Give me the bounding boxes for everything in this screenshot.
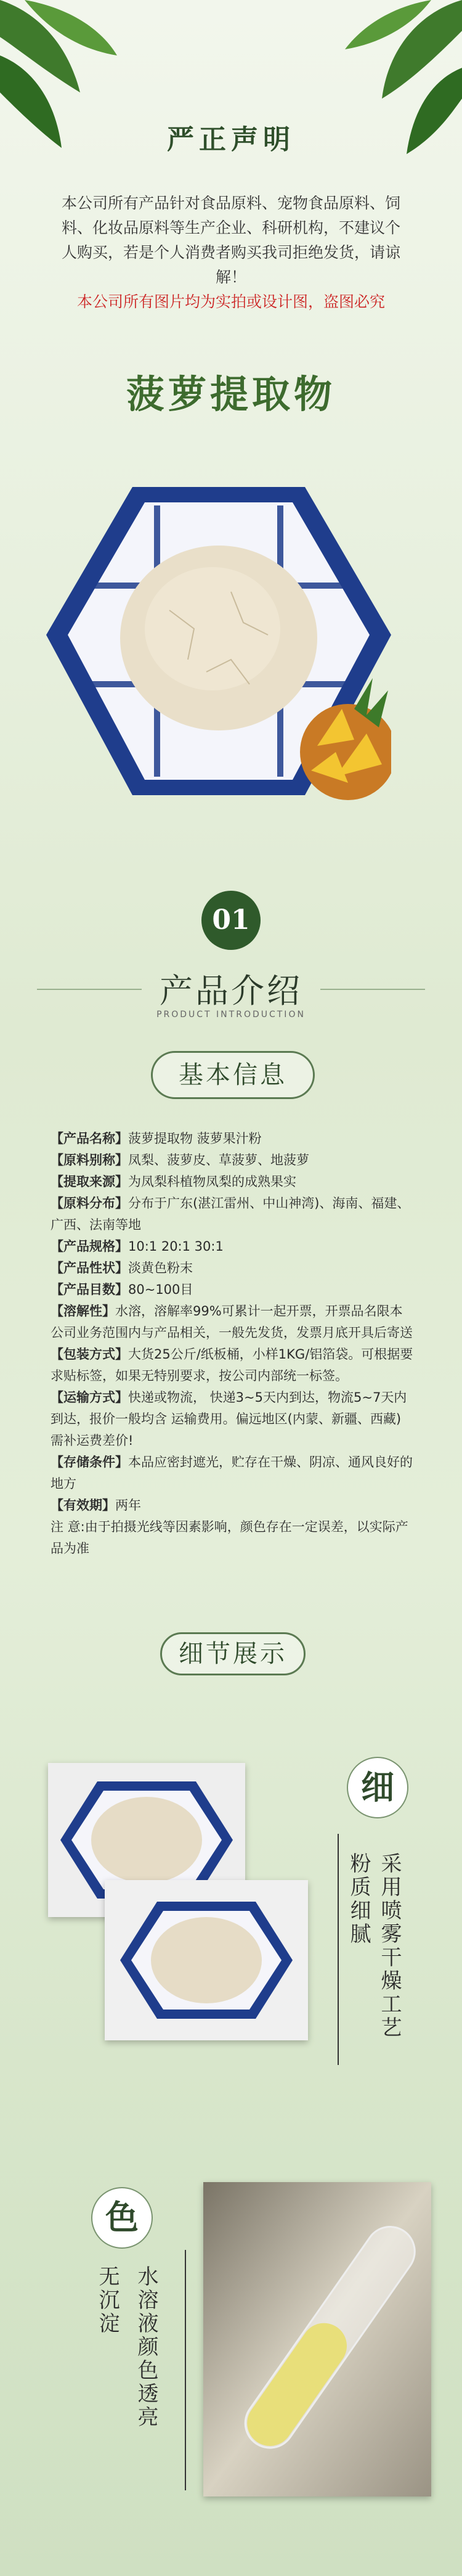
color-text-line1: 水溶液颜色透亮 [134, 2265, 158, 2429]
info-note: 注 意:由于拍摄光线等因素影响，颜色存在一定误差，以实际产品为准 [51, 1519, 408, 1556]
info-value: 分布于广东(湛江雷州、中山神湾)、海南、福建、广西、法南等地 [51, 1196, 410, 1232]
declaration-title: 严正声明 [167, 124, 295, 155]
info-value: 凤梨、菠萝皮、草菠萝、地菠萝 [128, 1153, 309, 1167]
declaration-notice [59, 191, 403, 314]
info-key: 【包装方式】 [51, 1347, 128, 1362]
info-value: 快递或物流， 快递3~5天内到达，物流5~7天内到达，报价一般均含 运输费用。偏远地区(内蒙、新疆、西藏)需补运费差价! [51, 1390, 407, 1448]
info-key: 【产品性状】 [51, 1261, 128, 1275]
info-key: 【产品目数】 [51, 1282, 128, 1297]
info-row [51, 1279, 414, 1301]
info-value: 水溶，溶解率99%可累计一起开票，开票品名限本公司业务范围内与产品相关，一般先发货，发票月底开具后寄送 [51, 1304, 413, 1340]
info-row [51, 1128, 414, 1150]
info-value: 80~100目 [128, 1282, 193, 1297]
color-divider [185, 2250, 186, 2490]
basic-info-list [51, 1128, 414, 1560]
info-key: 【存储条件】 [51, 1455, 128, 1470]
info-row [51, 1387, 414, 1452]
detail-photo-powder-2 [105, 1880, 308, 2040]
info-value: 两年 [115, 1498, 141, 1513]
product-hero-image [46, 487, 391, 808]
info-key: 【原料别称】 [51, 1153, 128, 1167]
info-row [51, 1301, 414, 1344]
info-key: 【产品规格】 [51, 1239, 128, 1254]
info-row [51, 1236, 414, 1257]
info-key: 【原料分布】 [51, 1196, 128, 1211]
declaration-warning: 本公司所有图片均为实拍或设计图，盗图必究 [76, 293, 385, 311]
info-key: 【有效期】 [51, 1498, 115, 1513]
color-text-line2: 无沉淀 [95, 2265, 120, 2336]
info-value: 为凤梨科植物凤梨的成熟果实 [128, 1174, 296, 1189]
info-row [51, 1495, 414, 1516]
fine-text-line2: 粉质细腻 [346, 1852, 371, 1946]
section-title: 产品介绍 [160, 971, 302, 1010]
info-key: 【产品名称】 [51, 1131, 128, 1146]
info-value: 本品应密封遮光，贮存在干燥、阴凉、通风良好的地方 [51, 1455, 413, 1491]
details-label: 细节展示 [160, 1632, 306, 1675]
fine-divider [338, 1834, 339, 2065]
info-value: 菠萝提取物 菠萝果汁粉 [128, 1131, 262, 1146]
info-row [51, 1171, 414, 1193]
fine-circle-badge: 细 [347, 1757, 408, 1818]
product-title: 菠萝提取物 [126, 372, 336, 417]
info-key: 【溶解性】 [51, 1304, 115, 1319]
info-key: 【运输方式】 [51, 1390, 128, 1405]
info-value: 10:1 20:1 30:1 [128, 1239, 224, 1254]
info-value: 大货25公斤/纸板桶，小样1KG/铝箔袋。可根据要求贴标签，如果无特别要求，按公司内部统一标签。 [51, 1347, 413, 1383]
section-subtitle: PRODUCT INTRODUCTION [156, 1010, 306, 1020]
color-circle-badge: 色 [91, 2187, 153, 2249]
section-number-badge: 01 [201, 891, 261, 950]
info-value: 淡黄色粉末 [128, 1261, 193, 1275]
info-row [51, 1452, 414, 1495]
info-row [51, 1193, 414, 1236]
basic-info-label: 基本信息 [151, 1051, 315, 1099]
info-row [51, 1344, 414, 1387]
detail-photo-solution [203, 2182, 431, 2496]
info-row [51, 1257, 414, 1279]
info-key: 【提取来源】 [51, 1174, 128, 1189]
info-row [51, 1150, 414, 1171]
fine-text-line1: 采用喷雾干燥工艺 [377, 1852, 402, 2040]
declaration-body: 本公司所有产品针对食品原料、宠物食品原料、饲料、化妆品原料等生产企业、科研机构，不建议个人购买，若是个人消费者购买我司拒绝发货，请谅解！ [61, 194, 400, 286]
